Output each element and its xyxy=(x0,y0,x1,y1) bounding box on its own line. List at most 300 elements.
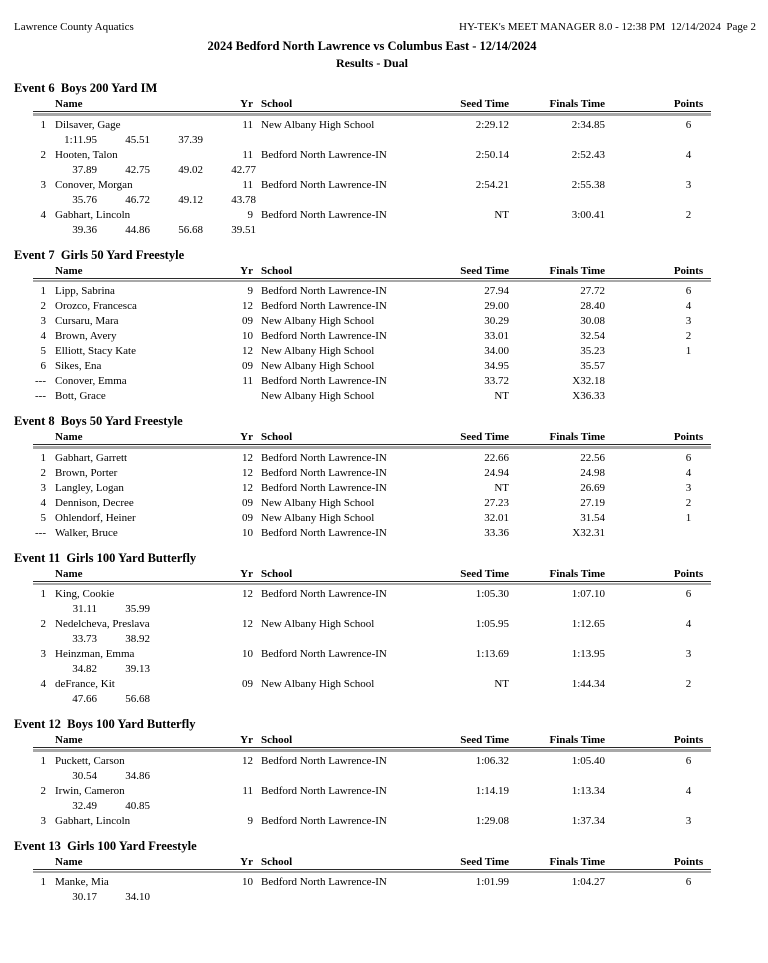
split-time: 49.12 xyxy=(178,193,203,206)
cell-seed: NT xyxy=(494,678,509,690)
col-header-seed: Seed Time xyxy=(460,431,509,443)
cell-finals: 26.69 xyxy=(580,481,605,494)
result-row xyxy=(33,511,711,526)
event-title: Event 7 Girls 50 Yard Freestyle xyxy=(14,247,185,262)
split-time: 45.51 xyxy=(125,133,150,146)
cell-place: 1 xyxy=(40,588,46,600)
cell-spacer xyxy=(253,118,261,133)
cell-seed: 33.36 xyxy=(484,526,509,539)
cell-place: 3 xyxy=(40,315,46,327)
cell-spacer xyxy=(253,814,261,829)
col-header-spacer xyxy=(33,430,55,444)
splits-row xyxy=(44,769,768,784)
cell-school: Bedford North Lawrence-IN xyxy=(261,375,387,387)
table-header-row xyxy=(33,97,711,112)
split-time: 35.76 xyxy=(72,193,97,206)
col-header-finals: Finals Time xyxy=(549,855,605,868)
cell-place: 6 xyxy=(40,360,46,372)
cell-finals: 1:13.95 xyxy=(571,648,605,660)
result-row xyxy=(33,451,711,466)
cell-yr: 11 xyxy=(242,118,253,131)
cell-finals: 1:37.34 xyxy=(571,814,605,827)
cell-school: Bedford North Lawrence-IN xyxy=(261,148,387,161)
split-time: 37.89 xyxy=(72,163,97,176)
cell-finals: 1:05.40 xyxy=(571,754,605,767)
cell-spacer xyxy=(253,617,261,632)
splits-row xyxy=(44,223,768,238)
col-header-finals: Finals Time xyxy=(549,431,605,443)
event-title: Event 11 Girls 100 Yard Butterfly xyxy=(14,550,197,565)
cell-yr: 09 xyxy=(242,360,253,372)
cell-yr: 12 xyxy=(242,588,253,600)
cell-place: 3 xyxy=(40,178,46,191)
cell-school: Bedford North Lawrence-IN xyxy=(261,814,387,827)
cell-place: 1 xyxy=(40,451,46,464)
cell-yr: 11 xyxy=(242,148,253,161)
cell-seed: 32.01 xyxy=(484,511,509,524)
col-header-yr: Yr xyxy=(240,98,253,110)
cell-spacer xyxy=(253,178,261,193)
col-header-seed: Seed Time xyxy=(460,855,509,868)
cell-seed: 27.94 xyxy=(484,285,509,297)
cell-name: Conover, Emma xyxy=(55,375,127,387)
cell-name: Lipp, Sabrina xyxy=(55,285,115,297)
cell-name: Ohlendorf, Heiner xyxy=(55,511,136,524)
result-row xyxy=(33,784,711,799)
cell-yr: 9 xyxy=(247,285,253,297)
col-header-yr: Yr xyxy=(240,734,253,746)
cell-seed: NT xyxy=(494,208,509,221)
col-header-finals: Finals Time xyxy=(549,98,605,110)
split-time: 39.51 xyxy=(231,223,256,236)
cell-school: Bedford North Lawrence-IN xyxy=(261,876,387,888)
splits-row xyxy=(44,890,768,905)
col-header-finals: Finals Time xyxy=(549,734,605,746)
cell-place: --- xyxy=(35,390,46,402)
split-time: 39.36 xyxy=(72,223,97,236)
cell-finals: 32.54 xyxy=(580,330,605,342)
cell-name: Walker, Bruce xyxy=(55,526,118,539)
col-header-finals: Finals Time xyxy=(549,264,605,277)
cell-place: 3 xyxy=(40,481,46,494)
result-row xyxy=(33,329,711,344)
cell-seed: 24.94 xyxy=(484,466,509,479)
cell-finals: 22.56 xyxy=(580,451,605,464)
meet-title: 2024 Bedford North Lawrence vs Columbus East - 12/14/2024 xyxy=(207,39,537,53)
cell-seed: 27.23 xyxy=(484,496,509,509)
cell-school: Bedford North Lawrence-IN xyxy=(261,285,387,297)
split-time: 34.86 xyxy=(125,769,150,782)
col-header-yr: Yr xyxy=(240,264,253,277)
report-type: Results - Dual xyxy=(335,56,408,70)
splits-row xyxy=(44,632,768,647)
cell-spacer xyxy=(253,784,261,799)
cell-spacer xyxy=(253,466,261,481)
result-row xyxy=(33,299,711,314)
cell-school: New Albany High School xyxy=(261,360,375,372)
report-meta: HY-TEK's MEET MANAGER 8.0 - 12:38 PM 12/14/2024 Page 2 xyxy=(459,21,756,33)
cell-place: 1 xyxy=(40,118,46,131)
cell-name: Dilsaver, Gage xyxy=(55,118,121,131)
cell-finals: 24.98 xyxy=(580,466,605,479)
col-header-yr: Yr xyxy=(240,431,253,443)
cell-name: Irwin, Cameron xyxy=(55,784,125,797)
cell-yr: 9 xyxy=(247,208,253,221)
splits-row xyxy=(44,799,768,814)
result-row xyxy=(33,677,711,692)
cell-yr: 10 xyxy=(242,876,253,888)
cell-points: 2 xyxy=(685,496,692,509)
splits-row xyxy=(44,602,768,617)
cell-finals: 28.40 xyxy=(580,300,605,312)
cell-seed: 33.72 xyxy=(484,375,509,387)
result-row xyxy=(33,118,711,133)
result-row xyxy=(33,148,711,163)
cell-school: New Albany High School xyxy=(261,345,375,357)
result-row xyxy=(33,208,711,223)
cell-points: 2 xyxy=(685,330,692,342)
col-header-spacer xyxy=(253,567,261,581)
cell-points xyxy=(666,389,711,404)
header-rule xyxy=(33,871,711,874)
cell-school: Bedford North Lawrence-IN xyxy=(261,481,387,494)
col-header-yr: Yr xyxy=(240,855,253,868)
col-header-spacer xyxy=(253,264,261,278)
header-rule xyxy=(33,749,711,752)
cell-seed: 1:05.30 xyxy=(475,588,509,600)
cell-place: --- xyxy=(35,375,46,387)
cell-name: Brown, Porter xyxy=(55,466,118,479)
cell-seed: 2:29.12 xyxy=(475,118,509,131)
result-row xyxy=(33,496,711,511)
splits-row xyxy=(44,133,768,148)
split-time: 39.13 xyxy=(125,663,150,675)
cell-yr: 10 xyxy=(242,330,253,342)
result-row xyxy=(33,617,711,632)
cell-name: Heinzman, Emma xyxy=(55,648,135,660)
result-row xyxy=(33,374,711,389)
cell-name: Gabhart, Lincoln xyxy=(55,814,131,827)
col-header-points: Points xyxy=(673,264,704,277)
split-time: 47.66 xyxy=(72,693,97,705)
cell-school: Bedford North Lawrence-IN xyxy=(261,466,387,479)
splits-row xyxy=(44,662,768,677)
col-header-school: School xyxy=(261,855,293,868)
cell-place: 4 xyxy=(40,678,46,690)
header-rule xyxy=(33,113,711,116)
cell-school: Bedford North Lawrence-IN xyxy=(261,330,387,342)
cell-yr: 10 xyxy=(242,526,253,539)
col-header-points: Points xyxy=(673,98,704,110)
cell-points xyxy=(666,359,711,374)
splits-row xyxy=(44,193,768,208)
cell-spacer xyxy=(253,208,261,223)
cell-name: King, Cookie xyxy=(55,588,115,600)
col-header-seed: Seed Time xyxy=(460,567,509,580)
event-section xyxy=(0,247,768,405)
cell-name: Nedelcheva, Preslava xyxy=(55,618,150,630)
header-rule xyxy=(33,280,711,283)
cell-points: 3 xyxy=(685,814,692,827)
col-header-spacer xyxy=(33,855,55,869)
cell-name: Hooten, Talon xyxy=(55,148,118,161)
cell-finals: 31.54 xyxy=(580,511,605,524)
table-header-row xyxy=(33,855,711,870)
split-time: 30.54 xyxy=(72,769,97,782)
cell-spacer xyxy=(253,647,261,662)
cell-seed: 29.00 xyxy=(484,300,509,312)
cell-seed: 22.66 xyxy=(484,451,509,464)
cell-finals: 30.08 xyxy=(580,315,605,327)
cell-place: 2 xyxy=(40,466,46,479)
col-header-spacer xyxy=(253,855,261,869)
cell-yr xyxy=(233,389,253,404)
cell-finals: X36.33 xyxy=(572,390,605,402)
cell-spacer xyxy=(253,148,261,163)
result-row xyxy=(33,178,711,193)
split-time: 33.73 xyxy=(72,633,97,645)
organization-name: Lawrence County Aquatics xyxy=(14,21,134,33)
events-container xyxy=(0,80,768,905)
cell-place: 3 xyxy=(40,814,46,827)
result-row xyxy=(33,466,711,481)
cell-yr: 12 xyxy=(242,618,253,630)
col-header-spacer xyxy=(253,733,261,747)
result-row xyxy=(33,359,711,374)
cell-seed: 2:54.21 xyxy=(475,178,509,191)
cell-points: 4 xyxy=(685,784,692,797)
cell-school: Bedford North Lawrence-IN xyxy=(261,300,387,312)
cell-finals: 1:07.10 xyxy=(571,588,605,600)
cell-spacer xyxy=(253,875,261,890)
cell-spacer xyxy=(253,526,261,541)
cell-name: Gabhart, Lincoln xyxy=(55,208,131,221)
cell-points: 1 xyxy=(685,345,692,357)
event-section xyxy=(0,413,768,541)
split-time: 49.02 xyxy=(178,163,203,176)
cell-school: Bedford North Lawrence-IN xyxy=(261,451,387,464)
event-section xyxy=(0,716,768,829)
split-time: 40.85 xyxy=(125,799,150,812)
event-section xyxy=(0,550,768,708)
col-header-school: School xyxy=(261,98,293,110)
header-rule xyxy=(33,446,711,449)
col-header-school: School xyxy=(261,431,293,443)
cell-finals: 2:55.38 xyxy=(571,178,605,191)
result-row xyxy=(33,389,711,404)
split-time: 37.39 xyxy=(178,133,203,146)
cell-points: 3 xyxy=(685,178,692,191)
result-row xyxy=(33,814,711,829)
cell-spacer xyxy=(253,496,261,511)
cell-finals: 1:44.34 xyxy=(571,678,605,690)
cell-seed: NT xyxy=(494,481,509,494)
cell-finals: X32.18 xyxy=(572,375,605,387)
cell-spacer xyxy=(253,389,261,404)
col-header-finals: Finals Time xyxy=(549,567,605,580)
col-header-yr: Yr xyxy=(240,567,253,580)
cell-seed: 34.00 xyxy=(484,345,509,357)
cell-points: 6 xyxy=(685,285,692,297)
table-header-row xyxy=(33,733,711,748)
cell-yr: 12 xyxy=(242,754,253,767)
cell-place: 1 xyxy=(40,754,46,767)
cell-spacer xyxy=(253,299,261,314)
cell-points xyxy=(666,374,711,389)
col-header-seed: Seed Time xyxy=(460,264,509,277)
split-time: 42.75 xyxy=(125,163,150,176)
splits-row xyxy=(44,692,768,707)
cell-seed: 1:14.19 xyxy=(475,784,509,797)
cell-yr: 11 xyxy=(242,178,253,191)
cell-name: Manke, Mia xyxy=(55,876,109,888)
split-time: 1:11.95 xyxy=(64,133,97,146)
document-header xyxy=(0,21,768,34)
result-row xyxy=(33,314,711,329)
cell-points: 6 xyxy=(685,588,692,600)
cell-yr: 09 xyxy=(242,678,253,690)
cell-seed: 1:01.99 xyxy=(475,876,509,888)
split-time: 43.78 xyxy=(231,193,256,206)
cell-place: 4 xyxy=(40,208,46,221)
header-rule xyxy=(33,583,711,586)
cell-place: 1 xyxy=(40,876,46,888)
cell-place: 2 xyxy=(40,618,46,630)
cell-seed: 30.29 xyxy=(484,315,509,327)
cell-place: 2 xyxy=(40,148,46,161)
cell-finals: 35.23 xyxy=(580,345,605,357)
cell-points xyxy=(666,526,711,541)
split-time: 30.17 xyxy=(72,891,97,903)
col-header-name: Name xyxy=(55,264,83,277)
cell-yr: 09 xyxy=(242,315,253,327)
result-row xyxy=(33,481,711,496)
cell-points: 2 xyxy=(685,208,692,221)
cell-school: New Albany High School xyxy=(261,511,375,524)
cell-spacer xyxy=(253,481,261,496)
col-header-name: Name xyxy=(55,567,83,580)
cell-yr: 11 xyxy=(242,784,253,797)
cell-finals: 1:13.34 xyxy=(571,784,605,797)
cell-school: Bedford North Lawrence-IN xyxy=(261,208,387,221)
cell-points: 3 xyxy=(685,315,692,327)
cell-seed: 2:50.14 xyxy=(475,148,509,161)
split-time: 34.82 xyxy=(72,663,97,675)
cell-name: Gabhart, Garrett xyxy=(55,451,128,464)
cell-school: New Albany High School xyxy=(261,118,375,131)
cell-spacer xyxy=(253,451,261,466)
cell-spacer xyxy=(253,677,261,692)
cell-points: 1 xyxy=(685,511,692,524)
col-header-name: Name xyxy=(55,98,83,110)
cell-seed: 1:05.95 xyxy=(475,618,509,630)
split-time: 31.11 xyxy=(72,603,97,615)
cell-points: 4 xyxy=(685,466,692,479)
col-header-points: Points xyxy=(673,734,704,746)
event-section xyxy=(0,838,768,906)
cell-spacer xyxy=(253,344,261,359)
cell-finals: 1:12.65 xyxy=(571,618,605,630)
cell-name: Elliott, Stacy Kate xyxy=(55,345,136,357)
event-section xyxy=(0,80,768,238)
cell-name: Bott, Grace xyxy=(55,390,106,402)
cell-finals: X32.31 xyxy=(572,526,605,539)
cell-name: Conover, Morgan xyxy=(55,178,133,191)
table-header-row xyxy=(33,567,711,582)
cell-yr: 10 xyxy=(242,648,253,660)
cell-name: Puckett, Carson xyxy=(55,754,125,767)
col-header-school: School xyxy=(261,264,293,277)
col-header-spacer xyxy=(33,567,55,581)
cell-points: 6 xyxy=(685,754,692,767)
split-time: 46.72 xyxy=(125,193,150,206)
split-time: 32.49 xyxy=(72,799,97,812)
cell-school: Bedford North Lawrence-IN xyxy=(261,648,387,660)
cell-points: 4 xyxy=(685,618,692,630)
cell-finals: 3:00.41 xyxy=(571,208,605,221)
cell-finals: 2:34.85 xyxy=(571,118,605,131)
event-title: Event 8 Boys 50 Yard Freestyle xyxy=(14,414,183,428)
result-row xyxy=(33,754,711,769)
cell-yr: 12 xyxy=(242,481,253,494)
cell-yr: 12 xyxy=(242,345,253,357)
cell-seed: 1:06.32 xyxy=(475,754,509,767)
col-header-points: Points xyxy=(673,567,704,580)
col-header-name: Name xyxy=(55,855,83,868)
col-header-seed: Seed Time xyxy=(460,98,509,110)
cell-spacer xyxy=(253,359,261,374)
split-time: 44.86 xyxy=(125,223,150,236)
cell-seed: NT xyxy=(494,390,509,402)
col-header-name: Name xyxy=(55,431,83,443)
cell-place: 3 xyxy=(40,648,46,660)
cell-seed: 1:29.08 xyxy=(475,814,509,827)
cell-place: --- xyxy=(35,526,46,539)
cell-name: Cursaru, Mara xyxy=(55,315,119,327)
cell-yr: 12 xyxy=(242,300,253,312)
cell-name: Brown, Avery xyxy=(55,330,117,342)
col-header-name: Name xyxy=(55,734,83,746)
result-row xyxy=(33,647,711,662)
result-row xyxy=(33,875,711,890)
cell-school: Bedford North Lawrence-IN xyxy=(261,784,387,797)
cell-spacer xyxy=(253,284,261,299)
cell-finals: 35.57 xyxy=(580,360,605,372)
splits-row xyxy=(44,163,768,178)
col-header-spacer xyxy=(33,97,55,111)
cell-points: 6 xyxy=(685,876,692,888)
cell-place: 5 xyxy=(40,345,46,357)
col-header-spacer xyxy=(253,97,261,111)
cell-school: New Albany High School xyxy=(261,315,375,327)
col-header-spacer xyxy=(33,733,55,747)
split-time: 35.99 xyxy=(125,603,150,615)
cell-spacer xyxy=(253,374,261,389)
split-time: 56.68 xyxy=(178,223,203,236)
cell-school: New Albany High School xyxy=(261,678,375,690)
cell-points: 6 xyxy=(685,118,692,131)
split-time: 42.77 xyxy=(231,163,256,176)
col-header-school: School xyxy=(261,734,293,746)
col-header-school: School xyxy=(261,567,293,580)
cell-place: 2 xyxy=(40,784,46,797)
cell-finals: 2:52.43 xyxy=(571,148,605,161)
cell-points: 3 xyxy=(685,481,692,494)
cell-school: Bedford North Lawrence-IN xyxy=(261,588,387,600)
cell-name: Dennison, Decree xyxy=(55,496,134,509)
cell-yr: 09 xyxy=(242,511,253,524)
cell-place: 4 xyxy=(40,330,46,342)
